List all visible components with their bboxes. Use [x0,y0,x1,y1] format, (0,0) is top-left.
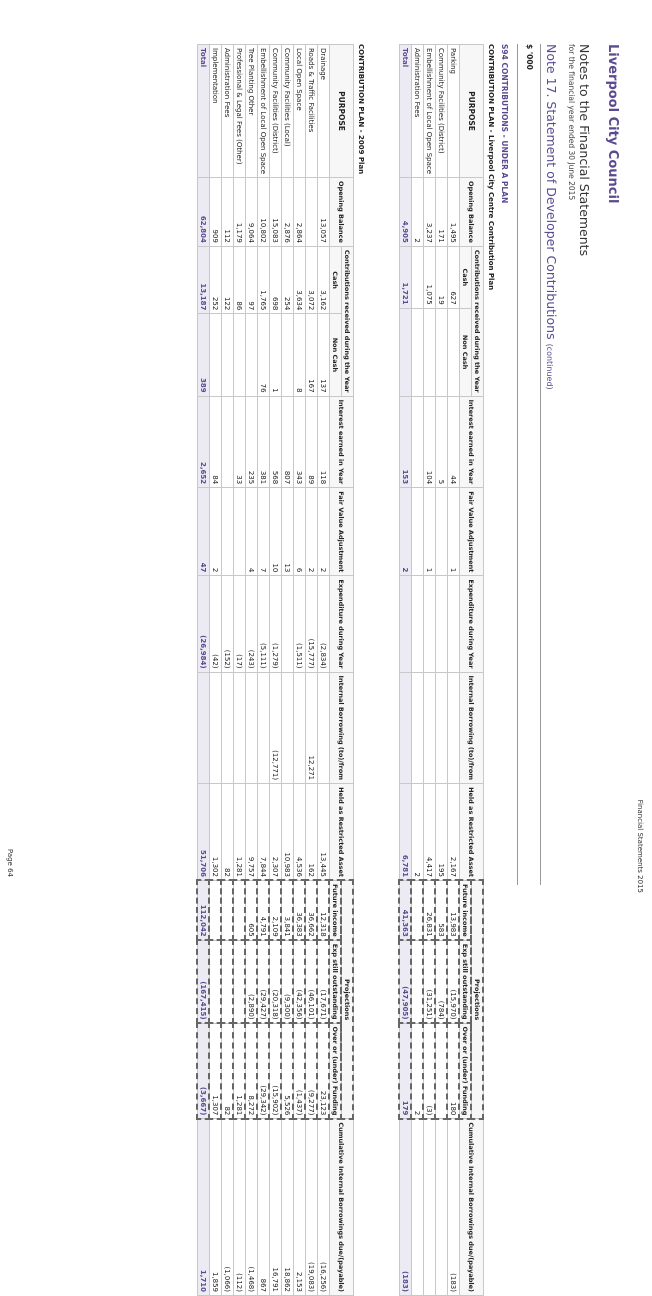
cell-value: 76 [258,314,270,396]
cell-value: 1,179 [234,178,246,247]
purpose-header: PURPOSE [330,45,354,178]
table-row [282,45,294,1296]
total-value [198,672,210,784]
column-header: Future income [330,880,342,940]
row-label: Drainage [318,45,330,178]
cell-value: 4,791 [258,880,270,940]
total-value [400,308,412,396]
column-header: Interest earned in Year [460,396,484,488]
cell-value: (1,468) [246,1119,258,1296]
total-value: 6,781 [400,784,412,881]
cell-value [412,672,424,784]
column-header: Non Cash [330,314,342,396]
cell-value: (42) [210,576,222,672]
cell-value: 343 [294,396,306,488]
column-header: Cumulative Internal Borrowings due/(payable) [330,1119,354,1296]
cell-value: 3,072 [306,246,318,313]
total-value: 179 [400,1023,412,1119]
total-value: 4,905 [400,178,412,247]
cell-value: 33 [234,396,246,488]
cell-value: 698 [270,246,282,313]
cell-value: (3) [424,1023,436,1119]
cell-value: 1 [424,488,436,576]
column-header: Non Cash [460,308,472,396]
cell-value [436,1023,448,1119]
cell-value [424,1119,436,1296]
cell-value: 10 [270,488,282,576]
cell-value: 807 [282,396,294,488]
row-label: Administration Fees [222,45,234,178]
total-value: (26,984) [198,576,210,672]
cell-value: 1 [448,488,460,576]
cell-value: (183) [448,1119,460,1296]
cell-value: 2 [210,488,222,576]
cell-value: (2,834) [318,576,330,672]
cell-value [222,314,234,396]
row-label: Roads & Traffic Facilities [306,45,318,178]
total-value: (167,415) [198,940,210,1023]
cell-value: 605 [246,880,258,940]
cell-value: 254 [282,246,294,313]
cell-value: (1,279) [270,576,282,672]
table-row [318,45,330,1296]
cell-value: 1,281 [234,1023,246,1119]
cell-value: 6 [294,488,306,576]
cell-value: 195 [436,784,448,881]
column-header: Cumulative Internal Borrowings due/(payable) [460,1119,484,1296]
cell-value [412,488,424,576]
cell-value: 2,307 [270,784,282,881]
cell-value [282,672,294,784]
cell-value: (5,111) [258,576,270,672]
cell-value: (17) [234,576,246,672]
cell-value: 3,841 [282,880,294,940]
cell-value [234,880,246,940]
column-header: Held as Restricted Asset [460,784,484,881]
cell-value [448,672,460,784]
cell-value: 1,281 [234,784,246,881]
divider [517,44,518,885]
cell-value: 583 [436,880,448,940]
cell-value [210,940,222,1023]
cell-value: 2 [306,488,318,576]
cell-value: 10,802 [258,178,270,247]
column-header: Internal Borrowing (to)/from [460,672,484,784]
cell-value: 171 [436,178,448,247]
cell-value: 3,634 [294,246,306,313]
cell-value: 4,536 [294,784,306,881]
cell-value [282,314,294,396]
column-header: Cash [330,246,342,313]
note-heading: Note 17. Statement of Developer Contributions [544,44,559,340]
column-header: Over or (under) Funding [460,1023,472,1119]
cell-value: 627 [448,246,460,308]
cell-value: (152) [222,576,234,672]
cell-value [306,178,318,247]
cell-value: 9,757 [246,784,258,881]
cell-value [222,396,234,488]
cell-value: 2 [412,784,424,881]
cell-value [412,308,424,396]
column-header: Expenditure during Year [460,576,484,672]
divider [540,44,541,885]
purpose-header: PURPOSE [460,45,484,178]
total-value: 62,804 [198,178,210,247]
total-value: 41,363 [400,880,412,940]
cell-value [234,672,246,784]
cell-value [436,576,448,672]
cell-value: (12,771) [270,672,282,784]
cell-value: 3,237 [424,178,436,247]
total-value: 153 [400,396,412,488]
cell-value: 1,075 [424,246,436,308]
cell-value: 13 [282,488,294,576]
table2-caption: CONTRIBUTION PLAN - 2009 Plan [357,44,365,175]
cell-value [412,940,424,1023]
cell-value [412,246,424,308]
notes-title: Notes to the Financial Statements [577,44,592,257]
cell-value: 2 [412,1023,424,1119]
notes-subtitle: for the financial year ended 30 June 2015 [567,44,576,201]
cell-value: 2 [318,488,330,576]
cell-value: (243) [246,576,258,672]
cell-value: (42,356) [294,940,306,1023]
cell-value: 3,162 [318,246,330,313]
total-label: Total [198,45,210,178]
cell-value: 89 [306,396,318,488]
total-value [400,672,412,784]
cell-value: 137 [318,314,330,396]
cell-value: 86 [234,246,246,313]
row-label: Community Facilities (District) [270,45,282,178]
cell-value: (784) [436,940,448,1023]
cell-value: 9,064 [246,178,258,247]
cell-value: 5,526 [282,1023,294,1119]
cell-value: 122 [222,246,234,313]
cell-value: 162 [306,784,318,881]
report-title: Financial Statements 2015 [636,799,644,893]
cell-value [424,308,436,396]
cell-value: (15,970) [448,940,460,1023]
cell-value: 8 [294,314,306,396]
projections-group-header: Projections [472,880,484,1118]
cell-value [234,940,246,1023]
cell-value: 13,445 [318,784,330,881]
cell-value: 84 [210,396,222,488]
total-value: 1,710 [198,1119,210,1296]
council-name: Liverpool City Council [605,44,620,204]
cell-value: 1,307 [210,1023,222,1119]
cell-value [258,672,270,784]
table-row [306,45,318,1296]
contribution-table-city-centre [399,44,484,1296]
cell-value: 12,318 [318,880,330,940]
cell-value: 7,844 [258,784,270,881]
cell-value: 867 [258,1119,270,1296]
cell-value: 16,791 [270,1119,282,1296]
column-header: Opening Balance [330,178,354,247]
cell-value: 12,271 [306,672,318,784]
total-value: (3,667) [198,1023,210,1119]
cell-value [222,488,234,576]
cell-value [436,1119,448,1296]
cell-value: 18,862 [282,1119,294,1296]
cell-value: 7 [258,488,270,576]
cell-value: 36,383 [294,880,306,940]
header-group-row [472,45,484,1296]
cell-value: 1,859 [210,1119,222,1296]
total-value: 51,706 [198,784,210,881]
total-row [400,45,412,1296]
total-value: 2,652 [198,396,210,488]
column-header: Interest earned in Year [330,396,354,488]
row-label: Administration Fees [412,45,424,178]
cell-value: (15,777) [306,576,318,672]
table-row [436,45,448,1296]
column-header: Exp still outstanding [460,940,472,1023]
cell-value: (17,671) [318,940,330,1023]
total-value: 1,721 [400,246,412,308]
total-value: 13,187 [198,246,210,313]
column-header: Cash [460,246,472,308]
table-row [222,45,234,1296]
cell-value [282,576,294,672]
cell-value [412,880,424,940]
cell-value: 4,417 [424,784,436,881]
total-value [400,576,412,672]
row-label: Community Facilities (Local) [282,45,294,178]
cell-value: (29,427) [258,940,270,1023]
cell-value: (15,902) [270,1023,282,1119]
cell-value: 13,057 [318,178,330,247]
column-header: Held as Restricted Asset [330,784,354,881]
table-row [258,45,270,1296]
cell-value [448,308,460,396]
table-row [234,45,246,1296]
row-label: Embellishment of Local Open Space [424,45,436,178]
cell-value: 26,831 [424,880,436,940]
cell-value: 1,765 [258,246,270,313]
cell-value: (1,066) [222,1119,234,1296]
cell-value: 44 [448,396,460,488]
total-value: (183) [400,1119,412,1296]
table-row [210,45,222,1296]
total-value: 47 [198,488,210,576]
cell-value: 252 [210,246,222,313]
cell-value: 82 [222,784,234,881]
cell-value [424,672,436,784]
contribution-table-2009 [197,44,354,1296]
cell-value [436,672,448,784]
cell-value: 2,864 [294,178,306,247]
total-label: Total [400,45,412,178]
cell-value: 1 [270,314,282,396]
cell-value: 10,983 [282,784,294,881]
page-number: Page 64 [6,848,14,877]
cell-value: (20,318) [270,940,282,1023]
cell-value: 2,876 [282,178,294,247]
cell-value: 97 [246,246,258,313]
cell-value: (16,256) [318,1119,330,1296]
projections-group-header: Projections [342,880,354,1118]
cell-value [234,488,246,576]
table-row [246,45,258,1296]
cell-value: 104 [424,396,436,488]
table1-caption: CONTRIBUTION PLAN - Liverpool City Centre Contribution Plan [487,44,495,291]
cell-value: (46,101) [306,940,318,1023]
column-header: Over or (under) Funding [330,1023,342,1119]
cell-value: 2,109 [270,880,282,940]
cell-value: (1,437) [294,1023,306,1119]
row-label: Tree Planting Other [246,45,258,178]
total-value: 2 [400,488,412,576]
cell-value: 568 [270,396,282,488]
column-header: Expenditure during Year [330,576,354,672]
total-value: 112,042 [198,880,210,940]
total-value: 389 [198,314,210,396]
cell-value [424,576,436,672]
cell-value: 167 [306,314,318,396]
cell-value [210,880,222,940]
table-row [270,45,282,1296]
cell-value [210,672,222,784]
cell-value: (19,083) [306,1119,318,1296]
table-row [412,45,424,1296]
cell-value [412,396,424,488]
cell-value: (1,511) [294,576,306,672]
cell-value: 1,302 [210,784,222,881]
total-value: (47,905) [400,940,412,1023]
cell-value: (9,277) [306,1023,318,1119]
cell-value: (9,300) [282,940,294,1023]
cell-value: 1,495 [448,178,460,247]
cell-value [412,1119,424,1296]
cell-value: 4 [246,488,258,576]
cell-value: 8,272 [246,1023,258,1119]
cell-value [246,314,258,396]
cell-value: 2,153 [294,1119,306,1296]
contributions-group-header: Contributions received during the Year [342,246,354,396]
cell-value [210,314,222,396]
cell-value [246,672,258,784]
cell-value [234,314,246,396]
header-group-row [342,45,354,1296]
cell-value: 2,167 [448,784,460,881]
column-header: Internal Borrowing (to)/from [330,672,354,784]
cell-value: 23,123 [318,1023,330,1119]
row-label: Professional & Legal Fees (Other) [234,45,246,178]
units-label: $ '000 [525,44,534,70]
row-label: Community Facilities (District) [436,45,448,178]
cell-value [436,488,448,576]
cell-value: 5 [436,396,448,488]
table-row [424,45,436,1296]
cell-value [222,880,234,940]
column-header: Exp still outstanding [330,940,342,1023]
contributions-group-header: Contributions received during the Year [472,246,484,396]
column-header: Fair Value Adjustment [330,488,354,576]
cell-value: 381 [258,396,270,488]
section-heading: S94 CONTRIBUTIONS - UNDER A PLAN [500,44,509,204]
table-row [448,45,460,1296]
cell-value: 118 [318,396,330,488]
cell-value: 180 [448,1023,460,1119]
cell-value [222,672,234,784]
cell-value: 112 [222,178,234,247]
cell-value: 909 [210,178,222,247]
cell-value [448,576,460,672]
cell-value: (112) [234,1119,246,1296]
table-row [294,45,306,1296]
cell-value: (2,890) [246,940,258,1023]
note-title [544,44,559,390]
cell-value: (31,251) [424,940,436,1023]
column-header: Fair Value Adjustment [460,488,484,576]
cell-value [412,576,424,672]
row-label: Parking [448,45,460,178]
total-row [198,45,210,1296]
column-header: Future income [460,880,472,940]
cell-value: 15,083 [270,178,282,247]
row-label: Implementation [210,45,222,178]
cell-value [294,672,306,784]
cell-value: 36,662 [306,880,318,940]
cell-value: 2 [412,178,424,247]
cell-value: 235 [246,396,258,488]
row-label: Local Open Space [294,45,306,178]
row-label: Embellishment of Local Open Space [258,45,270,178]
column-header: Opening Balance [460,178,484,247]
cell-value [318,672,330,784]
cell-value [222,940,234,1023]
continued-label: (continued) [545,343,554,390]
cell-value: 82 [222,1023,234,1119]
cell-value: (29,342) [258,1023,270,1119]
cell-value: 13,983 [448,880,460,940]
cell-value [436,308,448,396]
cell-value: 19 [436,246,448,308]
